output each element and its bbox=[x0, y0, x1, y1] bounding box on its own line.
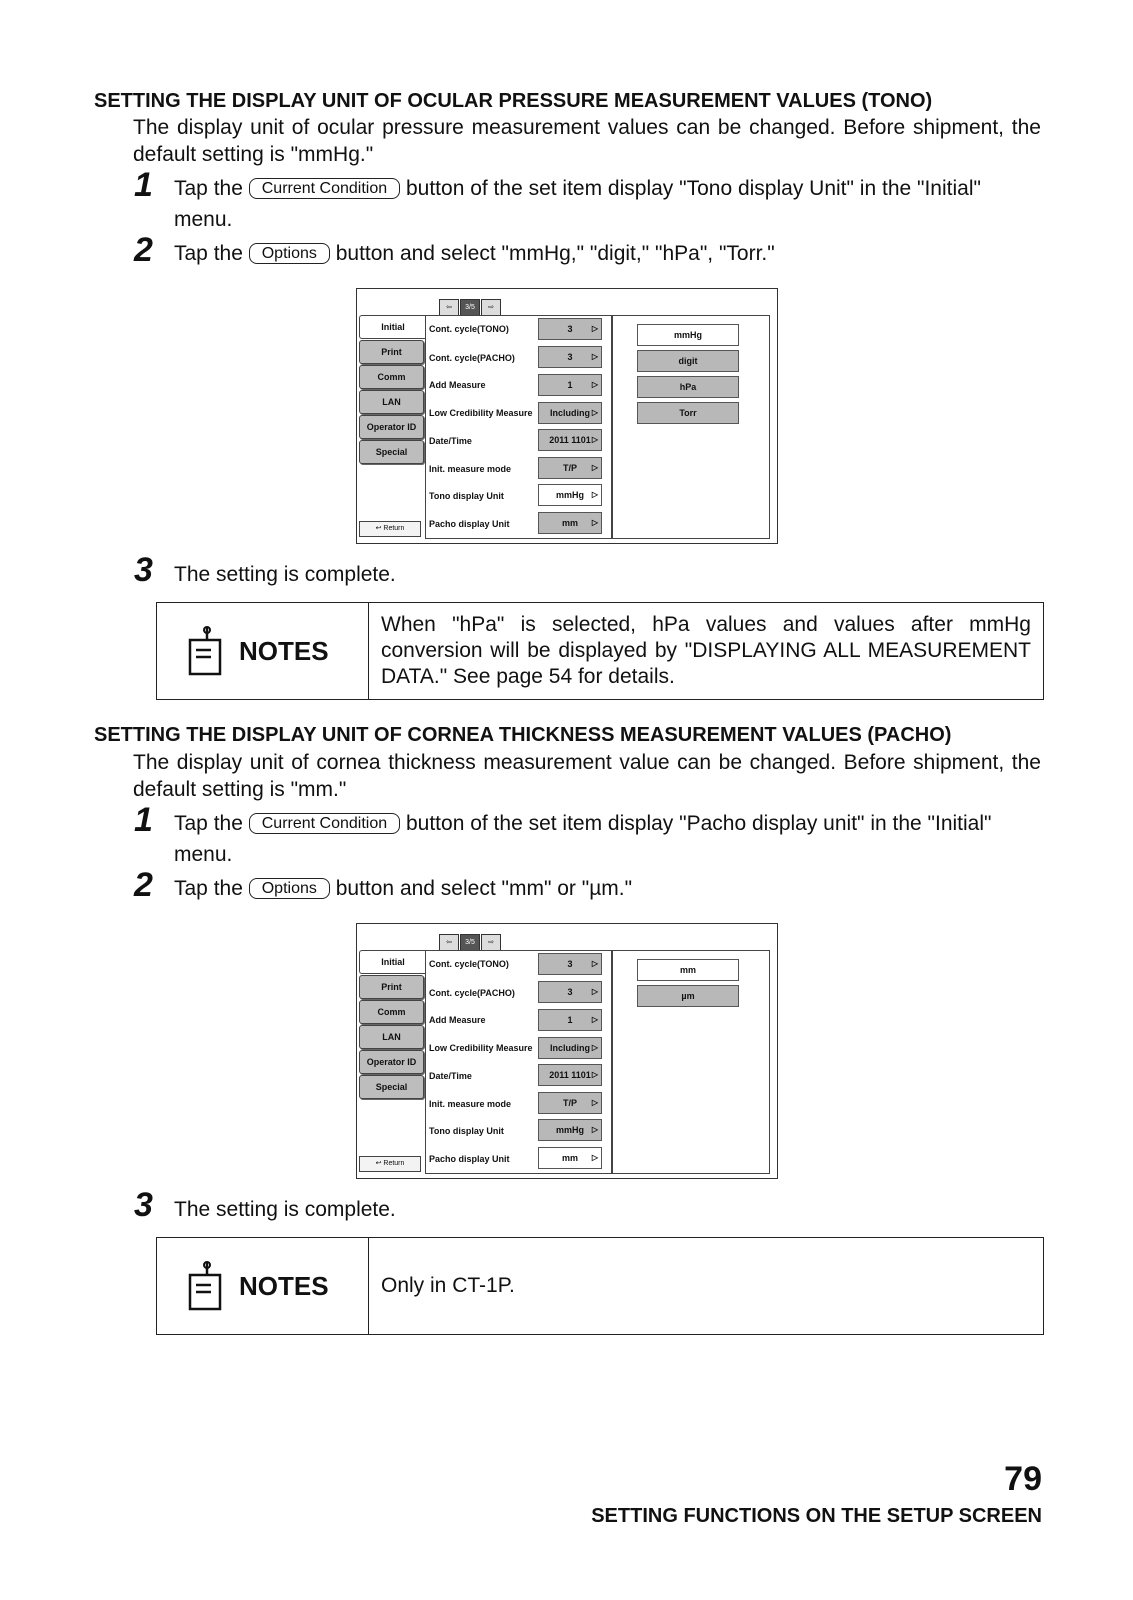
page-footer: SETTING FUNCTIONS ON THE SETUP SCREEN bbox=[591, 1505, 1042, 1527]
setting-value: 1 bbox=[567, 1015, 573, 1025]
setting-value-button[interactable] bbox=[538, 374, 602, 396]
settings-list bbox=[425, 950, 612, 1174]
step-3-text: The setting is complete. bbox=[174, 1198, 396, 1221]
setting-value: 3 bbox=[567, 987, 573, 997]
arrow-right-icon: ▷ bbox=[591, 1015, 598, 1024]
option-button[interactable]: µm bbox=[637, 985, 739, 1007]
setting-value: 1 bbox=[567, 380, 573, 390]
setting-label: Pacho display Unit bbox=[429, 1154, 510, 1164]
arrow-right-icon: ▷ bbox=[591, 408, 598, 417]
setting-value-button[interactable] bbox=[538, 953, 602, 975]
tab-print[interactable]: Print bbox=[359, 340, 424, 364]
setting-label: Tono display Unit bbox=[429, 491, 504, 501]
setting-label: Add Measure bbox=[429, 380, 486, 390]
setup-screen-pacho bbox=[356, 923, 778, 1179]
setting-value-button[interactable] bbox=[538, 346, 602, 368]
option-button[interactable]: hPa bbox=[637, 376, 739, 398]
current-condition-button: Current Condition bbox=[249, 178, 400, 199]
arrow-right-icon: ▷ bbox=[591, 1043, 598, 1052]
step-number: 2 bbox=[134, 231, 153, 269]
setting-value-button[interactable] bbox=[538, 318, 602, 340]
setting-label: Low Credibility Measure bbox=[429, 408, 533, 418]
step-2-text bbox=[174, 874, 632, 904]
arrow-right-icon: ▷ bbox=[591, 987, 598, 996]
prev-page-icon[interactable]: ⇦ bbox=[439, 934, 459, 952]
step-text: button and select "mmHg," "digit," "hPa", "Torr." bbox=[335, 242, 775, 265]
arrow-right-icon: ▷ bbox=[591, 1153, 598, 1162]
setting-label: Init. measure mode bbox=[429, 464, 512, 474]
option-button[interactable]: Torr bbox=[637, 402, 739, 424]
setting-value-button[interactable] bbox=[538, 1119, 602, 1141]
step-number: 3 bbox=[134, 551, 153, 589]
step-text: button and select "mm" or "µm." bbox=[335, 877, 633, 900]
tab-operator-id[interactable]: Operator ID bbox=[359, 1050, 424, 1074]
notes-text bbox=[369, 1238, 1043, 1334]
arrow-right-icon: ▷ bbox=[591, 1125, 598, 1134]
step-number: 2 bbox=[134, 866, 153, 904]
setting-value: 2011 1101 bbox=[549, 1070, 591, 1080]
tab-lan[interactable]: LAN bbox=[359, 390, 424, 414]
page-indicator: 3/5 bbox=[460, 299, 480, 317]
section-intro-tono: The display unit of ocular pressure measurement values can be changed. Before shipment, the default setting is "mmHg." bbox=[133, 116, 1041, 166]
section-heading-tono: SETTING THE DISPLAY UNIT OF OCULAR PRESSURE MEASUREMENT VALUES (TONO) bbox=[94, 90, 933, 112]
notes-box-pacho bbox=[156, 1237, 1044, 1335]
tab-initial[interactable]: Initial bbox=[359, 315, 426, 339]
step-text: Tap the bbox=[174, 812, 243, 835]
notes-body: Only in CT-1P. bbox=[381, 1274, 515, 1297]
step-1-cont: menu. bbox=[174, 208, 233, 231]
arrow-right-icon: ▷ bbox=[591, 463, 598, 472]
return-label: Return bbox=[383, 1160, 405, 1167]
setting-value: T/P bbox=[562, 463, 577, 473]
arrow-right-icon: ▷ bbox=[591, 959, 598, 968]
step-1-cont: menu. bbox=[174, 843, 233, 866]
step-text: Tap the bbox=[174, 242, 243, 265]
arrow-right-icon: ▷ bbox=[591, 1098, 598, 1107]
return-label: Return bbox=[383, 525, 405, 532]
notes-pencil-icon bbox=[187, 626, 223, 676]
step-number: 3 bbox=[134, 1186, 153, 1224]
setting-value-button[interactable] bbox=[538, 1009, 602, 1031]
notes-label: NOTES bbox=[239, 635, 329, 666]
setting-value-button[interactable] bbox=[538, 402, 602, 424]
notes-body: When "hPa" is selected, hPa values and values after mmHg conversion will be displayed by "DISPLAYING ALL MEASUREMENT DATA." See page 54 for details. bbox=[381, 613, 1031, 688]
current-condition-button: Current Condition bbox=[249, 813, 400, 834]
option-button[interactable]: digit bbox=[637, 350, 739, 372]
tab-operator-id[interactable]: Operator ID bbox=[359, 415, 424, 439]
step-1-text bbox=[174, 809, 991, 839]
arrow-right-icon: ▷ bbox=[591, 352, 598, 361]
step-2-text bbox=[174, 239, 775, 269]
page-number: 79 bbox=[1004, 1460, 1042, 1498]
setting-label: Init. measure mode bbox=[429, 1099, 512, 1109]
tab-comm[interactable]: Comm bbox=[359, 365, 424, 389]
setting-value: Including bbox=[550, 1043, 590, 1053]
setting-label: Cont. cycle(PACHO) bbox=[429, 988, 515, 998]
setting-value: mmHg bbox=[555, 1125, 584, 1135]
return-button[interactable]: ↩ Return bbox=[359, 521, 421, 537]
setting-value: 3 bbox=[567, 324, 573, 334]
setting-value: T/P bbox=[562, 1098, 577, 1108]
setting-label: Date/Time bbox=[429, 436, 472, 446]
step-text: button of the set item display "Pacho display unit" in the "Initial" bbox=[405, 812, 992, 835]
page-indicator: 3/5 bbox=[460, 934, 480, 952]
arrow-right-icon: ▷ bbox=[591, 435, 598, 444]
notes-text bbox=[369, 603, 1043, 699]
arrow-right-icon: ▷ bbox=[591, 324, 598, 333]
step-text: Tap the bbox=[174, 877, 243, 900]
setting-label: Pacho display Unit bbox=[429, 519, 510, 529]
options-button: Options bbox=[249, 878, 330, 899]
options-list bbox=[612, 950, 770, 1174]
arrow-right-icon: ▷ bbox=[591, 518, 598, 527]
prev-page-icon[interactable]: ⇦ bbox=[439, 299, 459, 317]
next-page-icon[interactable]: ⇨ bbox=[481, 299, 501, 317]
setting-value-button[interactable] bbox=[538, 1147, 602, 1169]
setting-value: mmHg bbox=[555, 490, 584, 500]
setting-label: Add Measure bbox=[429, 1015, 486, 1025]
notes-header bbox=[157, 603, 369, 699]
setting-value-button[interactable] bbox=[538, 1064, 602, 1086]
setting-value-button[interactable] bbox=[538, 484, 602, 506]
section-intro-pacho: The display unit of cornea thickness measurement value can be changed. Before shipment, the default setting is "mm." bbox=[133, 751, 1041, 801]
setting-label: Cont. cycle(TONO) bbox=[429, 324, 509, 334]
option-button[interactable]: mm bbox=[637, 959, 739, 981]
setting-label: Date/Time bbox=[429, 1071, 472, 1081]
setup-screen-tono bbox=[356, 288, 778, 544]
next-page-icon[interactable]: ⇨ bbox=[481, 934, 501, 952]
setting-label: Cont. cycle(PACHO) bbox=[429, 353, 515, 363]
setting-label: Cont. cycle(TONO) bbox=[429, 959, 509, 969]
step-text: button of the set item display "Tono display Unit" in the "Initial" bbox=[405, 177, 981, 200]
tab-print[interactable]: Print bbox=[359, 975, 424, 999]
tab-lan[interactable]: LAN bbox=[359, 1025, 424, 1049]
setting-value-button[interactable] bbox=[538, 512, 602, 534]
setting-label: Tono display Unit bbox=[429, 1126, 504, 1136]
tab-initial[interactable]: Initial bbox=[359, 950, 426, 974]
step-text: Tap the bbox=[174, 177, 243, 200]
arrow-right-icon: ▷ bbox=[591, 380, 598, 389]
return-button[interactable]: ↩ Return bbox=[359, 1156, 421, 1172]
tab-special[interactable]: Special bbox=[359, 440, 424, 464]
setting-value: 3 bbox=[567, 352, 573, 362]
setting-value-button[interactable] bbox=[538, 981, 602, 1003]
notes-label: NOTES bbox=[239, 1270, 329, 1301]
step-1-text bbox=[174, 174, 981, 204]
setting-value: 2011 1101 bbox=[549, 435, 591, 445]
setting-value: mm bbox=[561, 1153, 578, 1163]
settings-list bbox=[425, 315, 612, 539]
options-list bbox=[612, 315, 770, 539]
setting-value-button[interactable] bbox=[538, 1092, 602, 1114]
tab-special[interactable]: Special bbox=[359, 1075, 424, 1099]
setting-value-button[interactable] bbox=[538, 1037, 602, 1059]
setting-value: 3 bbox=[567, 959, 573, 969]
setting-value: Including bbox=[550, 408, 590, 418]
section-heading-pacho: SETTING THE DISPLAY UNIT OF CORNEA THICKNESS MEASUREMENT VALUES (PACHO) bbox=[94, 724, 952, 746]
arrow-right-icon: ▷ bbox=[591, 490, 598, 499]
option-button[interactable]: mmHg bbox=[637, 324, 739, 346]
setting-value-button[interactable] bbox=[538, 457, 602, 479]
arrow-right-icon: ▷ bbox=[591, 1070, 598, 1079]
setting-value: mm bbox=[561, 518, 578, 528]
step-number: 1 bbox=[134, 801, 153, 839]
tab-comm[interactable]: Comm bbox=[359, 1000, 424, 1024]
notes-pencil-icon bbox=[187, 1261, 223, 1311]
step-3-text: The setting is complete. bbox=[174, 563, 396, 586]
setting-value-button[interactable] bbox=[538, 429, 602, 451]
setting-label: Low Credibility Measure bbox=[429, 1043, 533, 1053]
notes-header bbox=[157, 1238, 369, 1334]
step-number: 1 bbox=[134, 166, 153, 204]
notes-box-tono bbox=[156, 602, 1044, 700]
options-button: Options bbox=[249, 243, 330, 264]
